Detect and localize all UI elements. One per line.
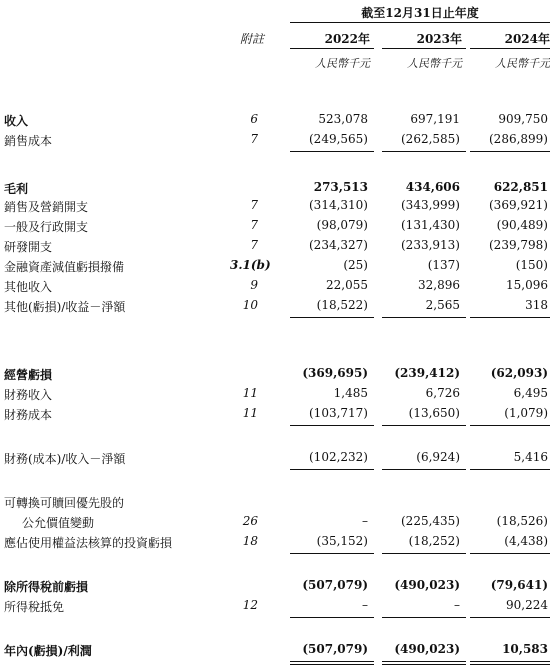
year-underline bbox=[470, 48, 550, 49]
row-label: 財務收入 bbox=[4, 388, 53, 402]
value-2023: 32,896 bbox=[418, 278, 460, 292]
value-2023: 6,726 bbox=[425, 386, 460, 400]
value-2022: (369,695) bbox=[302, 366, 368, 380]
subtotal-rule bbox=[470, 553, 550, 554]
value-2022: (18,522) bbox=[316, 298, 368, 312]
row-note: 7 bbox=[250, 238, 258, 252]
note-column-header: 附註 bbox=[239, 32, 264, 46]
year-header-2022: 2022年 bbox=[324, 32, 370, 46]
value-2024: 10,583 bbox=[502, 642, 548, 656]
unit-label: 人民幣千元 bbox=[495, 57, 550, 70]
row-label: 經營虧損 bbox=[4, 368, 53, 382]
value-2023: (137) bbox=[427, 258, 460, 272]
total-double-rule bbox=[290, 661, 374, 665]
row-label: 所得稅抵免 bbox=[4, 600, 65, 614]
subtotal-rule bbox=[382, 553, 466, 554]
value-2022: (103,717) bbox=[309, 406, 368, 420]
value-2023: – bbox=[454, 598, 460, 612]
value-2022: 523,078 bbox=[318, 112, 368, 126]
row-label: 其他收入 bbox=[4, 280, 53, 294]
row-note: 11 bbox=[242, 386, 258, 400]
value-2024: 6,495 bbox=[513, 386, 548, 400]
value-2023: (233,913) bbox=[401, 238, 460, 252]
row-note: 7 bbox=[250, 218, 258, 232]
value-2024: (239,798) bbox=[489, 238, 548, 252]
value-2024: (1,079) bbox=[504, 406, 548, 420]
value-2023: (225,435) bbox=[401, 514, 460, 528]
value-2024: 909,750 bbox=[498, 112, 548, 126]
row-label: 其他(虧損)/收益－淨額 bbox=[4, 300, 126, 314]
row-label: 年內(虧損)/利潤 bbox=[4, 644, 92, 658]
value-2023: (343,999) bbox=[401, 198, 460, 212]
subtotal-rule bbox=[382, 151, 466, 152]
value-2022: (35,152) bbox=[316, 534, 368, 548]
row-note: 11 bbox=[242, 406, 258, 420]
subtotal-rule bbox=[382, 425, 466, 426]
value-2023: (6,924) bbox=[416, 450, 460, 464]
value-2022: 273,513 bbox=[313, 180, 368, 194]
value-2023: (239,412) bbox=[394, 366, 460, 380]
row-label: 公允價值變動 bbox=[22, 516, 95, 530]
value-2022: (314,310) bbox=[309, 198, 368, 212]
row-label: 財務成本 bbox=[4, 408, 53, 422]
value-2022: (249,565) bbox=[309, 132, 368, 146]
value-2024: (18,526) bbox=[496, 514, 548, 528]
value-2022: (98,079) bbox=[316, 218, 368, 232]
subtotal-rule bbox=[382, 469, 466, 470]
row-label: 收入 bbox=[4, 114, 29, 128]
row-note: 26 bbox=[242, 514, 258, 528]
row-note: 3.1(b) bbox=[230, 258, 271, 272]
value-2024: 15,096 bbox=[506, 278, 548, 292]
value-2023: 697,191 bbox=[410, 112, 460, 126]
year-underline bbox=[290, 48, 374, 49]
subtotal-rule bbox=[470, 317, 550, 318]
unit-label: 人民幣千元 bbox=[315, 57, 370, 70]
subtotal-rule bbox=[470, 617, 550, 618]
row-note: 18 bbox=[242, 534, 258, 548]
value-2023: (131,430) bbox=[401, 218, 460, 232]
value-2024: 318 bbox=[525, 298, 548, 312]
subtotal-rule bbox=[290, 317, 374, 318]
total-double-rule bbox=[382, 661, 466, 665]
row-label: 毛利 bbox=[4, 182, 29, 196]
year-header-2024: 2024年 bbox=[504, 32, 550, 46]
period-header: 截至12月31日止年度 bbox=[361, 6, 479, 20]
value-2024: 90,224 bbox=[506, 598, 548, 612]
subtotal-rule bbox=[290, 151, 374, 152]
subtotal-rule bbox=[290, 425, 374, 426]
row-note: 9 bbox=[250, 278, 258, 292]
row-label: 可轉換可贖回優先股的 bbox=[4, 496, 125, 510]
value-2022: (25) bbox=[343, 258, 368, 272]
value-2022: – bbox=[362, 598, 368, 612]
value-2022: (507,079) bbox=[302, 642, 368, 656]
row-note: 10 bbox=[242, 298, 258, 312]
row-note: 12 bbox=[242, 598, 258, 612]
row-label: 一般及行政開支 bbox=[4, 220, 89, 234]
value-2022: 22,055 bbox=[326, 278, 368, 292]
row-label: 銷售成本 bbox=[4, 134, 53, 148]
row-label: 研發開支 bbox=[4, 240, 53, 254]
subtotal-rule bbox=[290, 553, 374, 554]
value-2024: (62,093) bbox=[490, 366, 548, 380]
row-note: 6 bbox=[250, 112, 258, 126]
value-2022: (507,079) bbox=[302, 578, 368, 592]
row-label: 應佔使用權益法核算的投資虧損 bbox=[4, 536, 173, 550]
value-2022: (234,327) bbox=[309, 238, 368, 252]
row-label: 金融資產減值虧損撥備 bbox=[4, 260, 125, 274]
value-2023: 2,565 bbox=[425, 298, 460, 312]
subtotal-rule bbox=[290, 617, 374, 618]
subtotal-rule bbox=[470, 425, 550, 426]
row-label: 銷售及營銷開支 bbox=[4, 200, 89, 214]
value-2022: 1,485 bbox=[333, 386, 368, 400]
subtotal-rule bbox=[470, 469, 550, 470]
value-2024: 5,416 bbox=[513, 450, 548, 464]
subtotal-rule bbox=[382, 617, 466, 618]
value-2023: (262,585) bbox=[401, 132, 460, 146]
value-2023: (18,252) bbox=[408, 534, 460, 548]
row-label: 除所得稅前虧損 bbox=[4, 580, 89, 594]
value-2024: (4,438) bbox=[504, 534, 548, 548]
value-2024: (90,489) bbox=[496, 218, 548, 232]
subtotal-rule bbox=[290, 469, 374, 470]
total-double-rule bbox=[470, 661, 550, 665]
row-note: 7 bbox=[250, 132, 258, 146]
value-2023: (13,650) bbox=[408, 406, 460, 420]
header-divider bbox=[290, 22, 550, 23]
value-2022: – bbox=[362, 514, 368, 528]
value-2024: (150) bbox=[515, 258, 548, 272]
subtotal-rule bbox=[382, 317, 466, 318]
row-note: 7 bbox=[250, 198, 258, 212]
value-2024: (369,921) bbox=[489, 198, 548, 212]
year-underline bbox=[382, 48, 466, 49]
row-label: 財務(成本)/收入－淨額 bbox=[4, 452, 126, 466]
value-2023: (490,023) bbox=[394, 578, 460, 592]
unit-label: 人民幣千元 bbox=[407, 57, 462, 70]
value-2023: (490,023) bbox=[394, 642, 460, 656]
year-header-2023: 2023年 bbox=[416, 32, 462, 46]
value-2023: 434,606 bbox=[405, 180, 460, 194]
value-2022: (102,232) bbox=[309, 450, 368, 464]
subtotal-rule bbox=[470, 151, 550, 152]
value-2024: (79,641) bbox=[490, 578, 548, 592]
value-2024: 622,851 bbox=[493, 180, 548, 194]
value-2024: (286,899) bbox=[489, 132, 548, 146]
